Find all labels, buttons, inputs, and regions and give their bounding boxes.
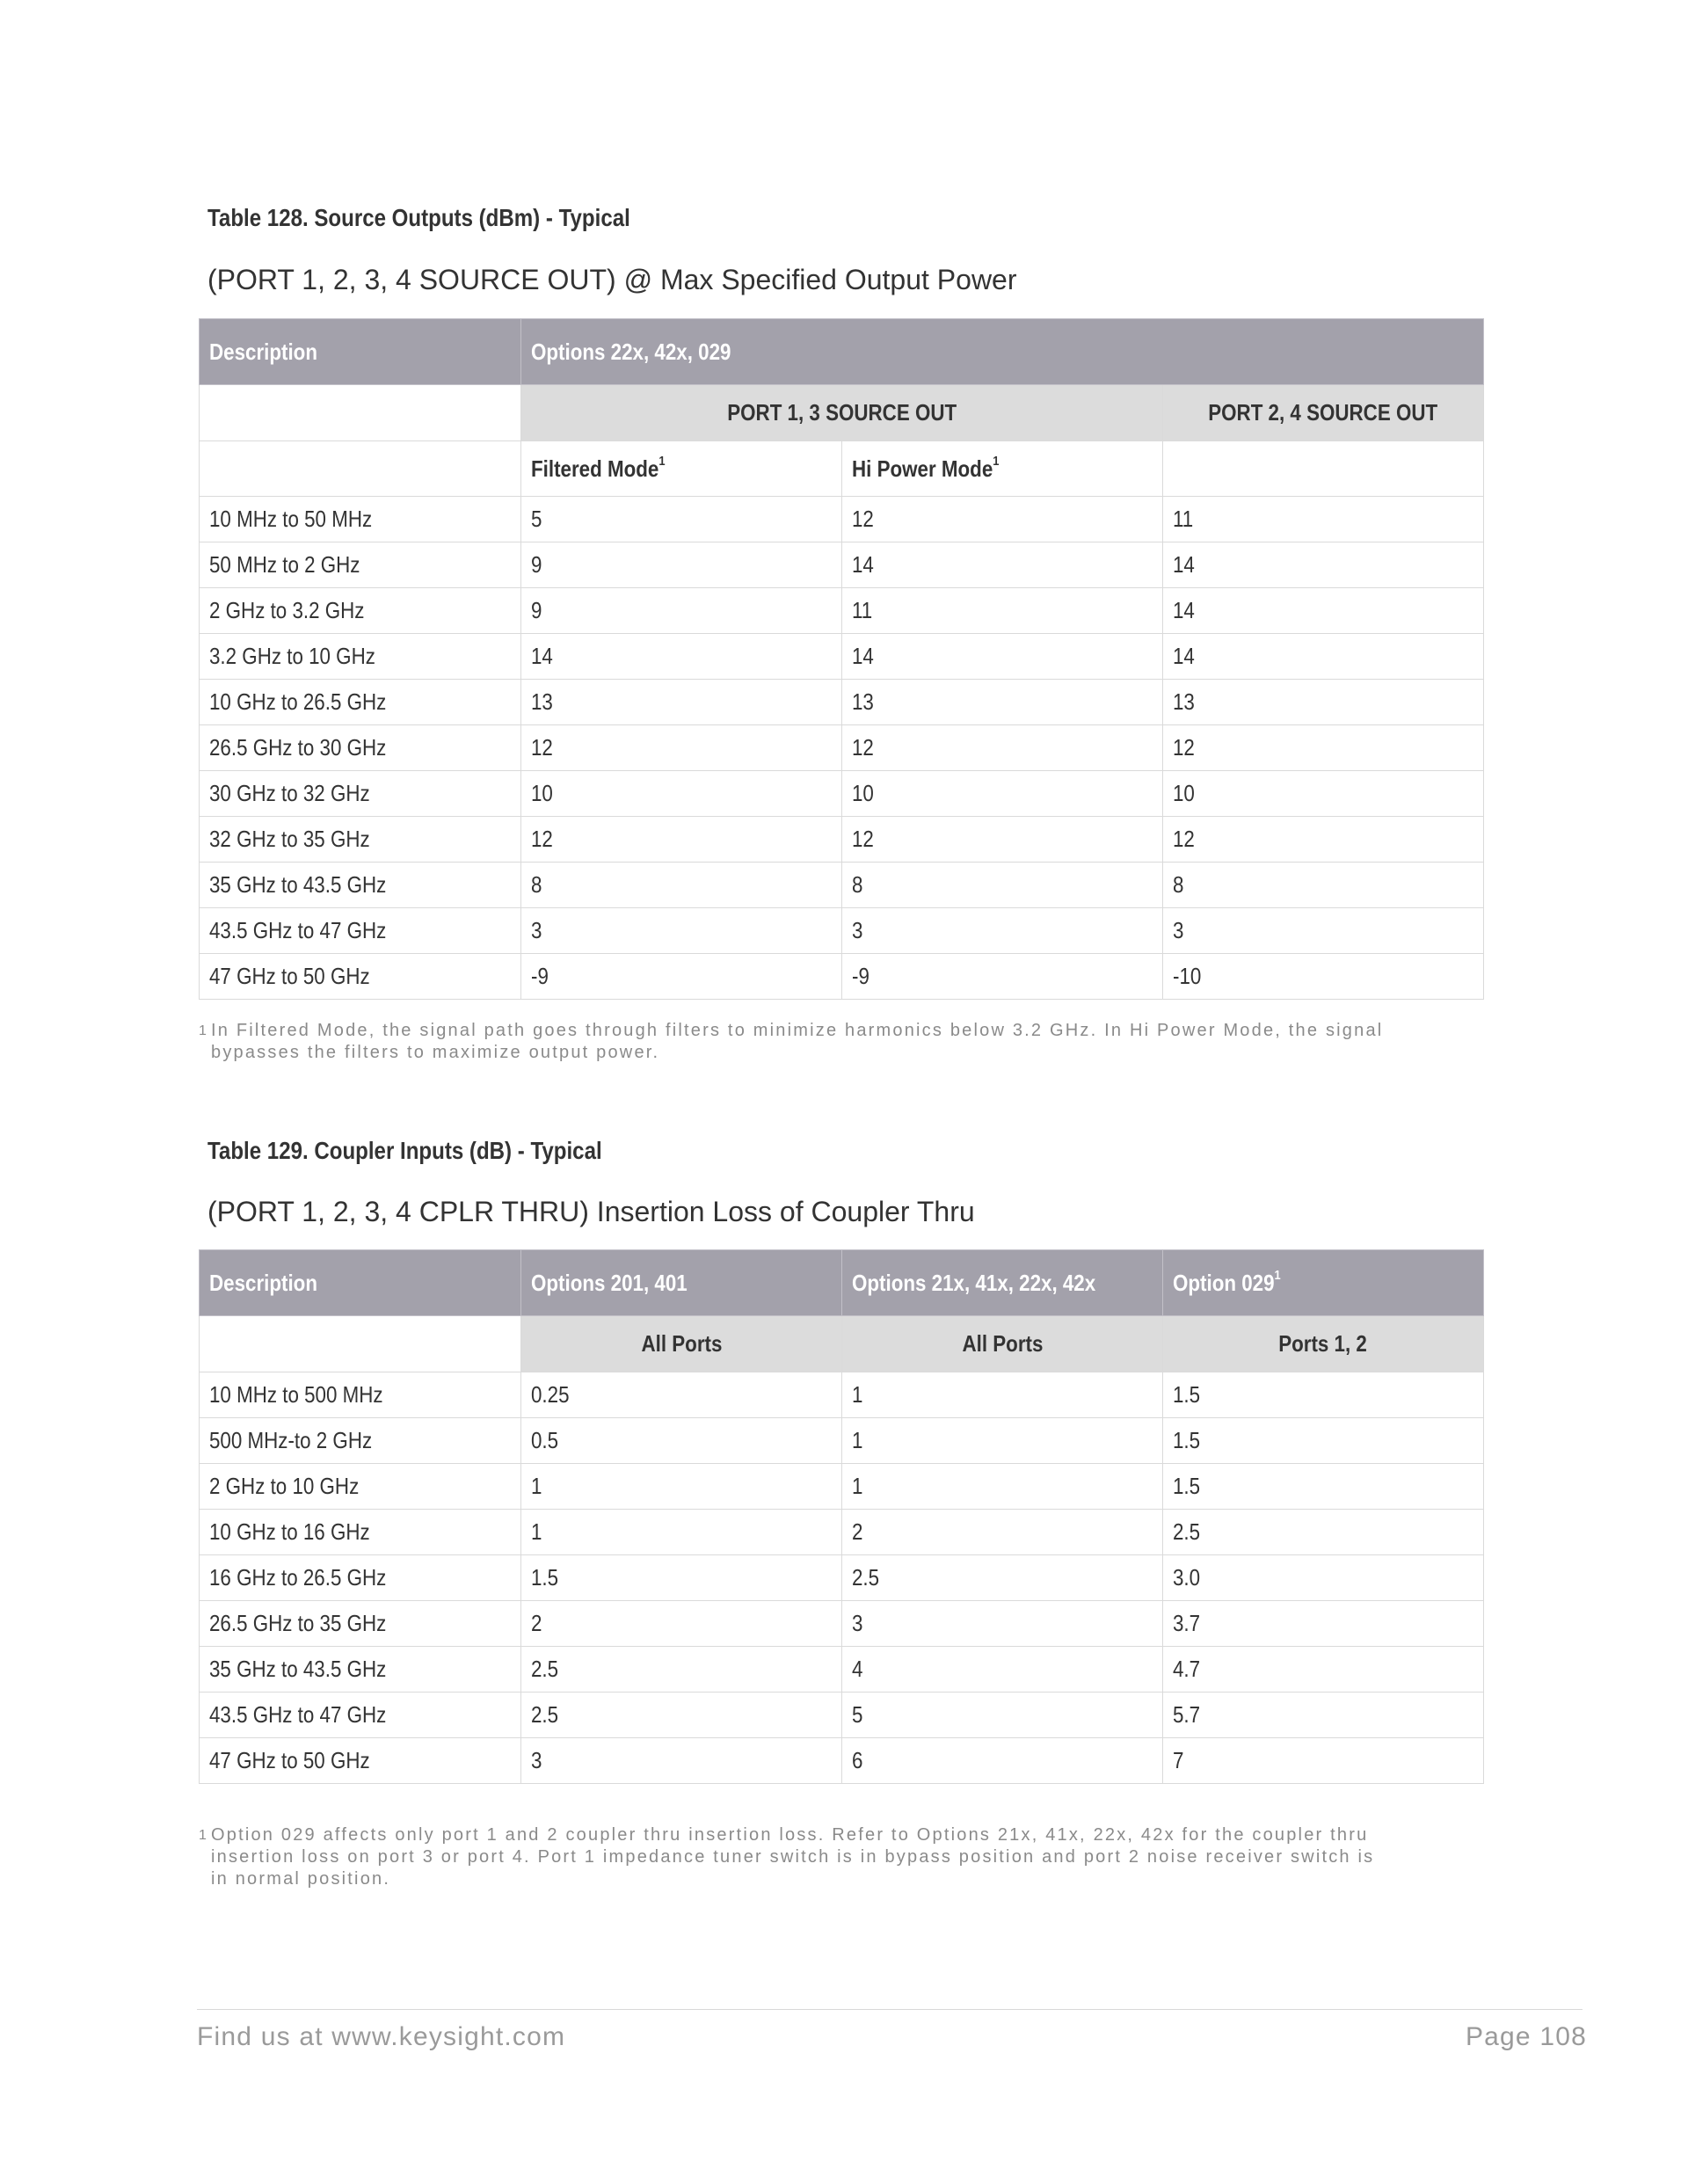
cell-hipower: 14	[842, 542, 1163, 588]
cell-opt201: 3	[521, 1738, 842, 1784]
cell-port24: 12	[1163, 817, 1484, 863]
mode-blank	[200, 441, 521, 497]
cell-range: 50 MHz to 2 GHz	[200, 542, 521, 588]
cell-range: 47 GHz to 50 GHz	[200, 1738, 521, 1784]
table-129-footnote	[199, 1824, 1412, 1890]
cell-range: 43.5 GHz to 47 GHz	[200, 908, 521, 954]
cell-opt201: 1.5	[521, 1555, 842, 1601]
cell-range: 2 GHz to 10 GHz	[200, 1464, 521, 1510]
cell-opt201: 1	[521, 1464, 842, 1510]
cell-hipower: 14	[842, 634, 1163, 680]
cell-port24: -10	[1163, 954, 1484, 1000]
cell-range: 500 MHz-to 2 GHz	[200, 1418, 521, 1464]
cell-hipower: 12	[842, 725, 1163, 771]
cell-opt201: 0.25	[521, 1372, 842, 1418]
footnote-text: In Filtered Mode, the signal path goes through filters to minimize harmonics below 3.2 GHz. In Hi Power Mode, the signal bypasses the filters to maximize output power.	[211, 1021, 1384, 1062]
cell-hipower: 3	[842, 908, 1163, 954]
subheader-opt21x: All Ports	[842, 1316, 1163, 1372]
cell-opt21x: 2	[842, 1510, 1163, 1555]
table-128	[199, 318, 1484, 1000]
subheader-opt201: All Ports	[521, 1316, 842, 1372]
cell-filtered: 12	[521, 817, 842, 863]
cell-hipower: 11	[842, 588, 1163, 634]
header-description: Description	[200, 1250, 521, 1316]
cell-range: 3.2 GHz to 10 GHz	[200, 634, 521, 680]
cell-range: 10 MHz to 500 MHz	[200, 1372, 521, 1418]
subheader-opt029: Ports 1, 2	[1163, 1316, 1484, 1372]
table-row	[200, 1693, 1484, 1738]
cell-filtered: 3	[521, 908, 842, 954]
header-description: Description	[200, 319, 521, 385]
cell-port24: 3	[1163, 908, 1484, 954]
table-row	[200, 1601, 1484, 1647]
table-128-subheader-row	[200, 385, 1484, 441]
cell-range: 26.5 GHz to 30 GHz	[200, 725, 521, 771]
table-128-subtitle: (PORT 1, 2, 3, 4 SOURCE OUT) @ Max Specified Output Power	[207, 264, 1017, 295]
cell-opt029: 4.7	[1163, 1647, 1484, 1693]
subheader-port13: PORT 1, 3 SOURCE OUT	[521, 385, 1163, 441]
footnote-marker: 1	[1274, 1267, 1281, 1283]
cell-range: 16 GHz to 26.5 GHz	[200, 1555, 521, 1601]
table-row	[200, 1647, 1484, 1693]
footnote-marker: 1	[993, 453, 1000, 469]
cell-range: 10 GHz to 16 GHz	[200, 1510, 521, 1555]
table-row	[200, 908, 1484, 954]
cell-port24: 14	[1163, 588, 1484, 634]
cell-opt21x: 1	[842, 1464, 1163, 1510]
table-row	[200, 1372, 1484, 1418]
cell-opt201: 0.5	[521, 1418, 842, 1464]
cell-filtered: -9	[521, 954, 842, 1000]
cell-opt029: 1.5	[1163, 1464, 1484, 1510]
cell-opt029: 1.5	[1163, 1372, 1484, 1418]
cell-hipower: 8	[842, 863, 1163, 908]
table-129	[199, 1249, 1484, 1784]
table-129-header-row	[200, 1250, 1484, 1316]
cell-range: 10 MHz to 50 MHz	[200, 497, 521, 542]
table-row	[200, 817, 1484, 863]
cell-port24: 13	[1163, 680, 1484, 725]
cell-opt029: 2.5	[1163, 1510, 1484, 1555]
cell-hipower: 10	[842, 771, 1163, 817]
cell-range: 32 GHz to 35 GHz	[200, 817, 521, 863]
header-options: Options 22x, 42x, 029	[521, 319, 1484, 385]
table-128-title: Table 128. Source Outputs (dBm) - Typical	[207, 204, 630, 231]
cell-range: 30 GHz to 32 GHz	[200, 771, 521, 817]
table-row	[200, 1510, 1484, 1555]
table-row	[200, 1738, 1484, 1784]
cell-opt21x: 1	[842, 1372, 1163, 1418]
cell-opt21x: 4	[842, 1647, 1163, 1693]
table-128-footnote	[199, 1020, 1412, 1064]
cell-filtered: 5	[521, 497, 842, 542]
cell-filtered: 12	[521, 725, 842, 771]
footer-page-number: Page 108	[1465, 2022, 1587, 2051]
cell-range: 2 GHz to 3.2 GHz	[200, 588, 521, 634]
footnote-mark: 1	[199, 1023, 209, 1038]
cell-port24: 14	[1163, 634, 1484, 680]
mode-hipower: Hi Power Mode$^1$	[842, 441, 1163, 497]
table-129-subtitle: (PORT 1, 2, 3, 4 CPLR THRU) Insertion Loss of Coupler Thru	[207, 1196, 975, 1227]
footnote-text: Option 029 affects only port 1 and 2 coupler thru insertion loss. Refer to Options 21x, 41x, 22x, 42x for the coupler thru insertion loss on port 3 or port 4. Port 1 impedance tuner switch is in bypass position and port 2 noise receiver switch is in normal position.	[211, 1825, 1375, 1889]
subheader-port24: PORT 2, 4 SOURCE OUT	[1163, 385, 1484, 441]
cell-hipower: 13	[842, 680, 1163, 725]
table-row	[200, 634, 1484, 680]
table-row	[200, 725, 1484, 771]
table-row	[200, 954, 1484, 1000]
cell-filtered: 9	[521, 542, 842, 588]
table-row	[200, 542, 1484, 588]
cell-opt029: 5.7	[1163, 1693, 1484, 1738]
cell-opt201: 2.5	[521, 1647, 842, 1693]
cell-opt21x: 1	[842, 1418, 1163, 1464]
header-opt21x: Options 21x, 41x, 22x, 42x	[842, 1250, 1163, 1316]
page-footer	[197, 2009, 1587, 2051]
cell-port24: 10	[1163, 771, 1484, 817]
table-row	[200, 588, 1484, 634]
mode-blank-2	[1163, 441, 1484, 497]
subheader-blank	[200, 385, 521, 441]
cell-range: 47 GHz to 50 GHz	[200, 954, 521, 1000]
cell-opt21x: 2.5	[842, 1555, 1163, 1601]
cell-opt21x: 6	[842, 1738, 1163, 1784]
cell-opt201: 2	[521, 1601, 842, 1647]
cell-range: 35 GHz to 43.5 GHz	[200, 863, 521, 908]
cell-filtered: 14	[521, 634, 842, 680]
header-opt201: Options 201, 401	[521, 1250, 842, 1316]
cell-filtered: 9	[521, 588, 842, 634]
cell-opt201: 1	[521, 1510, 842, 1555]
cell-port24: 8	[1163, 863, 1484, 908]
cell-port24: 11	[1163, 497, 1484, 542]
cell-opt21x: 5	[842, 1693, 1163, 1738]
cell-hipower: 12	[842, 497, 1163, 542]
mode-filtered: Filtered Mode$^1$	[521, 441, 842, 497]
table-row	[200, 863, 1484, 908]
footnote-marker: 1	[658, 453, 666, 469]
cell-opt029: 7	[1163, 1738, 1484, 1784]
cell-opt029: 3.0	[1163, 1555, 1484, 1601]
cell-hipower: -9	[842, 954, 1163, 1000]
cell-port24: 14	[1163, 542, 1484, 588]
cell-range: 10 GHz to 26.5 GHz	[200, 680, 521, 725]
table-row	[200, 1418, 1484, 1464]
cell-opt21x: 3	[842, 1601, 1163, 1647]
table-row	[200, 1464, 1484, 1510]
cell-opt201: 2.5	[521, 1693, 842, 1738]
table-row	[200, 1555, 1484, 1601]
cell-port24: 12	[1163, 725, 1484, 771]
cell-filtered: 10	[521, 771, 842, 817]
cell-hipower: 12	[842, 817, 1163, 863]
cell-filtered: 8	[521, 863, 842, 908]
cell-range: 43.5 GHz to 47 GHz	[200, 1693, 521, 1738]
table-129-title: Table 129. Coupler Inputs (dB) - Typical	[207, 1137, 602, 1164]
header-opt029: Option 029$^1$	[1163, 1250, 1484, 1316]
cell-filtered: 13	[521, 680, 842, 725]
cell-opt029: 3.7	[1163, 1601, 1484, 1647]
footer-website-link[interactable]: Find us at www.keysight.com	[197, 2022, 566, 2051]
table-128-header-row	[200, 319, 1484, 385]
table-row	[200, 771, 1484, 817]
subheader-blank	[200, 1316, 521, 1372]
cell-range: 35 GHz to 43.5 GHz	[200, 1647, 521, 1693]
footnote-mark: 1	[199, 1828, 209, 1843]
cell-opt029: 1.5	[1163, 1418, 1484, 1464]
table-128-mode-row	[200, 441, 1484, 497]
table-row	[200, 497, 1484, 542]
cell-range: 26.5 GHz to 35 GHz	[200, 1601, 521, 1647]
table-row	[200, 680, 1484, 725]
table-129-subheader-row	[200, 1316, 1484, 1372]
